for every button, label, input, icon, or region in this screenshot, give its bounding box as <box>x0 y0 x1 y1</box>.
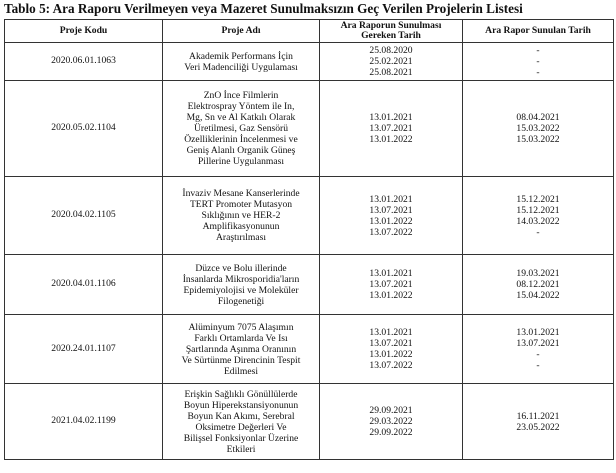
project-name-line: Alüminyum 7075 Alaşımın <box>188 321 294 333</box>
due-date-line: 25.08.2021 <box>369 67 413 78</box>
due-date-line: 13.01.2022 <box>369 349 413 360</box>
due-date-line: 29.09.2022 <box>369 427 413 438</box>
project-code-cell: 2020.04.02.1105 <box>5 177 163 255</box>
table-row <box>5 315 614 384</box>
project-name-line: TERT Promoter Mutasyon <box>189 199 293 210</box>
project-code-cell: 2020.05.02.1104 <box>5 81 163 177</box>
header-project-code: Proje Kodu <box>5 20 163 43</box>
project-name-line: Erişkin Sağlıklı Gönüllülerde <box>184 388 298 400</box>
submitted-date-line: 19.03.2021 <box>516 268 560 279</box>
late-reports-table <box>4 19 614 460</box>
submitted-date-line: - <box>536 349 540 360</box>
submitted-date-line: 23.05.2022 <box>516 421 560 433</box>
due-date-cell <box>320 255 463 315</box>
project-name-line: Araştırılması <box>215 232 267 243</box>
project-name-line: Elektrospray Yöntem ile In, <box>187 101 295 112</box>
project-code-cell: 2021.04.02.1199 <box>5 384 163 460</box>
project-name-line: Boyun Kan Akımı, Serebral <box>187 410 295 422</box>
due-date-line: 13.07.2022 <box>369 226 413 238</box>
project-name-line: Bilişsel Fonksiyonlar Üzerine <box>183 432 299 444</box>
submitted-date-line: 08.12.2021 <box>516 279 560 290</box>
due-date-line: 13.01.2021 <box>369 268 413 279</box>
table-header-row <box>5 20 614 43</box>
due-date-cell <box>320 81 463 177</box>
submitted-date-line: 15.03.2022 <box>516 134 560 145</box>
project-name-line: Şartlarında Aşınma Oranının <box>185 343 297 355</box>
project-name-cell <box>163 43 320 81</box>
project-name-line: Oksimetre Değerleri Ve <box>195 421 287 433</box>
submitted-date-line: 15.12.2021 <box>516 204 560 216</box>
submitted-date-line: - <box>536 226 540 238</box>
project-name-line: ZnO İnce Filmlerin <box>203 90 279 101</box>
submitted-date-line: 13.01.2021 <box>516 327 560 338</box>
due-date-line: 13.01.2021 <box>369 327 413 338</box>
project-name-cell <box>163 177 320 255</box>
table-row <box>5 255 614 315</box>
due-date-line: 13.01.2021 <box>369 112 413 123</box>
due-date-line: 25.02.2021 <box>369 56 413 67</box>
due-date-line: 13.07.2021 <box>369 338 413 349</box>
project-code-cell: 2020.06.01.1063 <box>5 43 163 81</box>
due-date-line: 29.09.2021 <box>369 405 413 416</box>
submitted-date-line: 15.03.2022 <box>516 123 560 134</box>
due-date-line: 13.01.2022 <box>369 290 413 301</box>
project-name-line: Sıklığının ve HER-2 <box>201 210 281 221</box>
due-date-cell <box>320 43 463 81</box>
project-name-line: Geniş Alanlı Organik Güneş <box>186 145 296 156</box>
submitted-date-cell <box>463 177 614 255</box>
due-date-line: 13.01.2022 <box>369 215 413 227</box>
submitted-date-cell <box>463 255 614 315</box>
table-row <box>5 384 614 460</box>
submitted-date-line: 14.03.2022 <box>516 215 560 227</box>
due-date-line: 25.08.2020 <box>369 45 413 56</box>
due-date-line: 13.07.2022 <box>369 360 413 371</box>
project-name-line: Amplifikasyonunun <box>202 221 280 232</box>
project-name-line: Farklı Ortamlarda Ve Isı <box>194 332 288 344</box>
project-name-cell <box>163 384 320 460</box>
project-name-line: Pillerine Uygulanması <box>197 156 285 167</box>
due-date-line: 13.07.2021 <box>369 204 413 216</box>
submitted-date-line: 16.11.2021 <box>516 410 560 422</box>
submitted-date-line: - <box>536 67 540 78</box>
project-name-line: İnvaziv Mesane Kanserlerinde <box>182 188 300 199</box>
table-row <box>5 177 614 255</box>
project-name-line: Mg, Sn ve Al Katkılı Olarak <box>186 112 296 123</box>
project-name-line: Akademik Performans İçin <box>189 50 293 62</box>
project-name-line: Veri Madenciliği Uygulaması <box>184 61 298 73</box>
project-name-line: Edilmesi <box>223 365 259 377</box>
project-name-line: Etkileri <box>226 443 256 455</box>
submitted-date-cell <box>463 384 614 460</box>
header-due-date: Ara Raporun Sunulması Gereken Tarih <box>320 20 463 43</box>
header-submitted-date: Ara Rapor Sunulan Tarih <box>463 20 614 43</box>
submitted-date-line: 13.07.2021 <box>516 338 560 349</box>
project-name-cell <box>163 81 320 177</box>
project-name-line: İnsanlarda Mikrosporidia'ların <box>182 273 300 285</box>
project-name-line: Filogenetiği <box>217 295 265 307</box>
submitted-date-cell <box>463 315 614 384</box>
table-body <box>5 43 614 460</box>
table-caption: Tablo 5: Ara Raporu Verilmeyen veya Mazeret Sunulmaksızın Geç Verilen Projelerin Listesi <box>4 1 523 16</box>
submitted-date-cell <box>463 43 614 81</box>
project-name-cell <box>163 315 320 384</box>
due-date-cell <box>320 177 463 255</box>
header-project-name: Proje Adı <box>163 20 320 43</box>
submitted-date-line: 15.04.2022 <box>516 290 560 301</box>
project-name-line: Ve Sürtünme Direncinin Tespit <box>181 354 301 366</box>
project-name-line: Üretilmesi, Gaz Sensörü <box>193 123 289 134</box>
project-name-line: Düzce ve Bolu illerinde <box>195 262 287 274</box>
project-code-cell: 2020.24.01.1107 <box>5 315 163 384</box>
due-date-line: 13.07.2021 <box>369 123 413 134</box>
due-date-cell <box>320 384 463 460</box>
table-row <box>5 43 614 81</box>
table-row <box>5 81 614 177</box>
submitted-date-cell <box>463 81 614 177</box>
submitted-date-line: 08.04.2021 <box>516 112 560 123</box>
submitted-date-line: 15.12.2021 <box>516 193 560 205</box>
project-code-cell: 2020.04.01.1106 <box>5 255 163 315</box>
due-date-cell <box>320 315 463 384</box>
due-date-line: 13.01.2022 <box>369 134 413 145</box>
submitted-date-line: - <box>536 45 540 56</box>
due-date-line: 29.03.2022 <box>369 416 413 427</box>
due-date-line: 13.01.2021 <box>369 193 413 205</box>
project-name-line: Özelliklerinin İncelenmesi ve <box>184 134 298 145</box>
submitted-date-line: - <box>536 360 540 371</box>
project-name-line: Epidemiyolojisi ve Moleküler <box>183 284 299 296</box>
submitted-date-line: - <box>536 56 540 67</box>
due-date-line: 13.07.2021 <box>369 279 413 290</box>
project-name-line: Boyun Hiperekstansiyonunun <box>183 399 299 411</box>
project-name-cell <box>163 255 320 315</box>
